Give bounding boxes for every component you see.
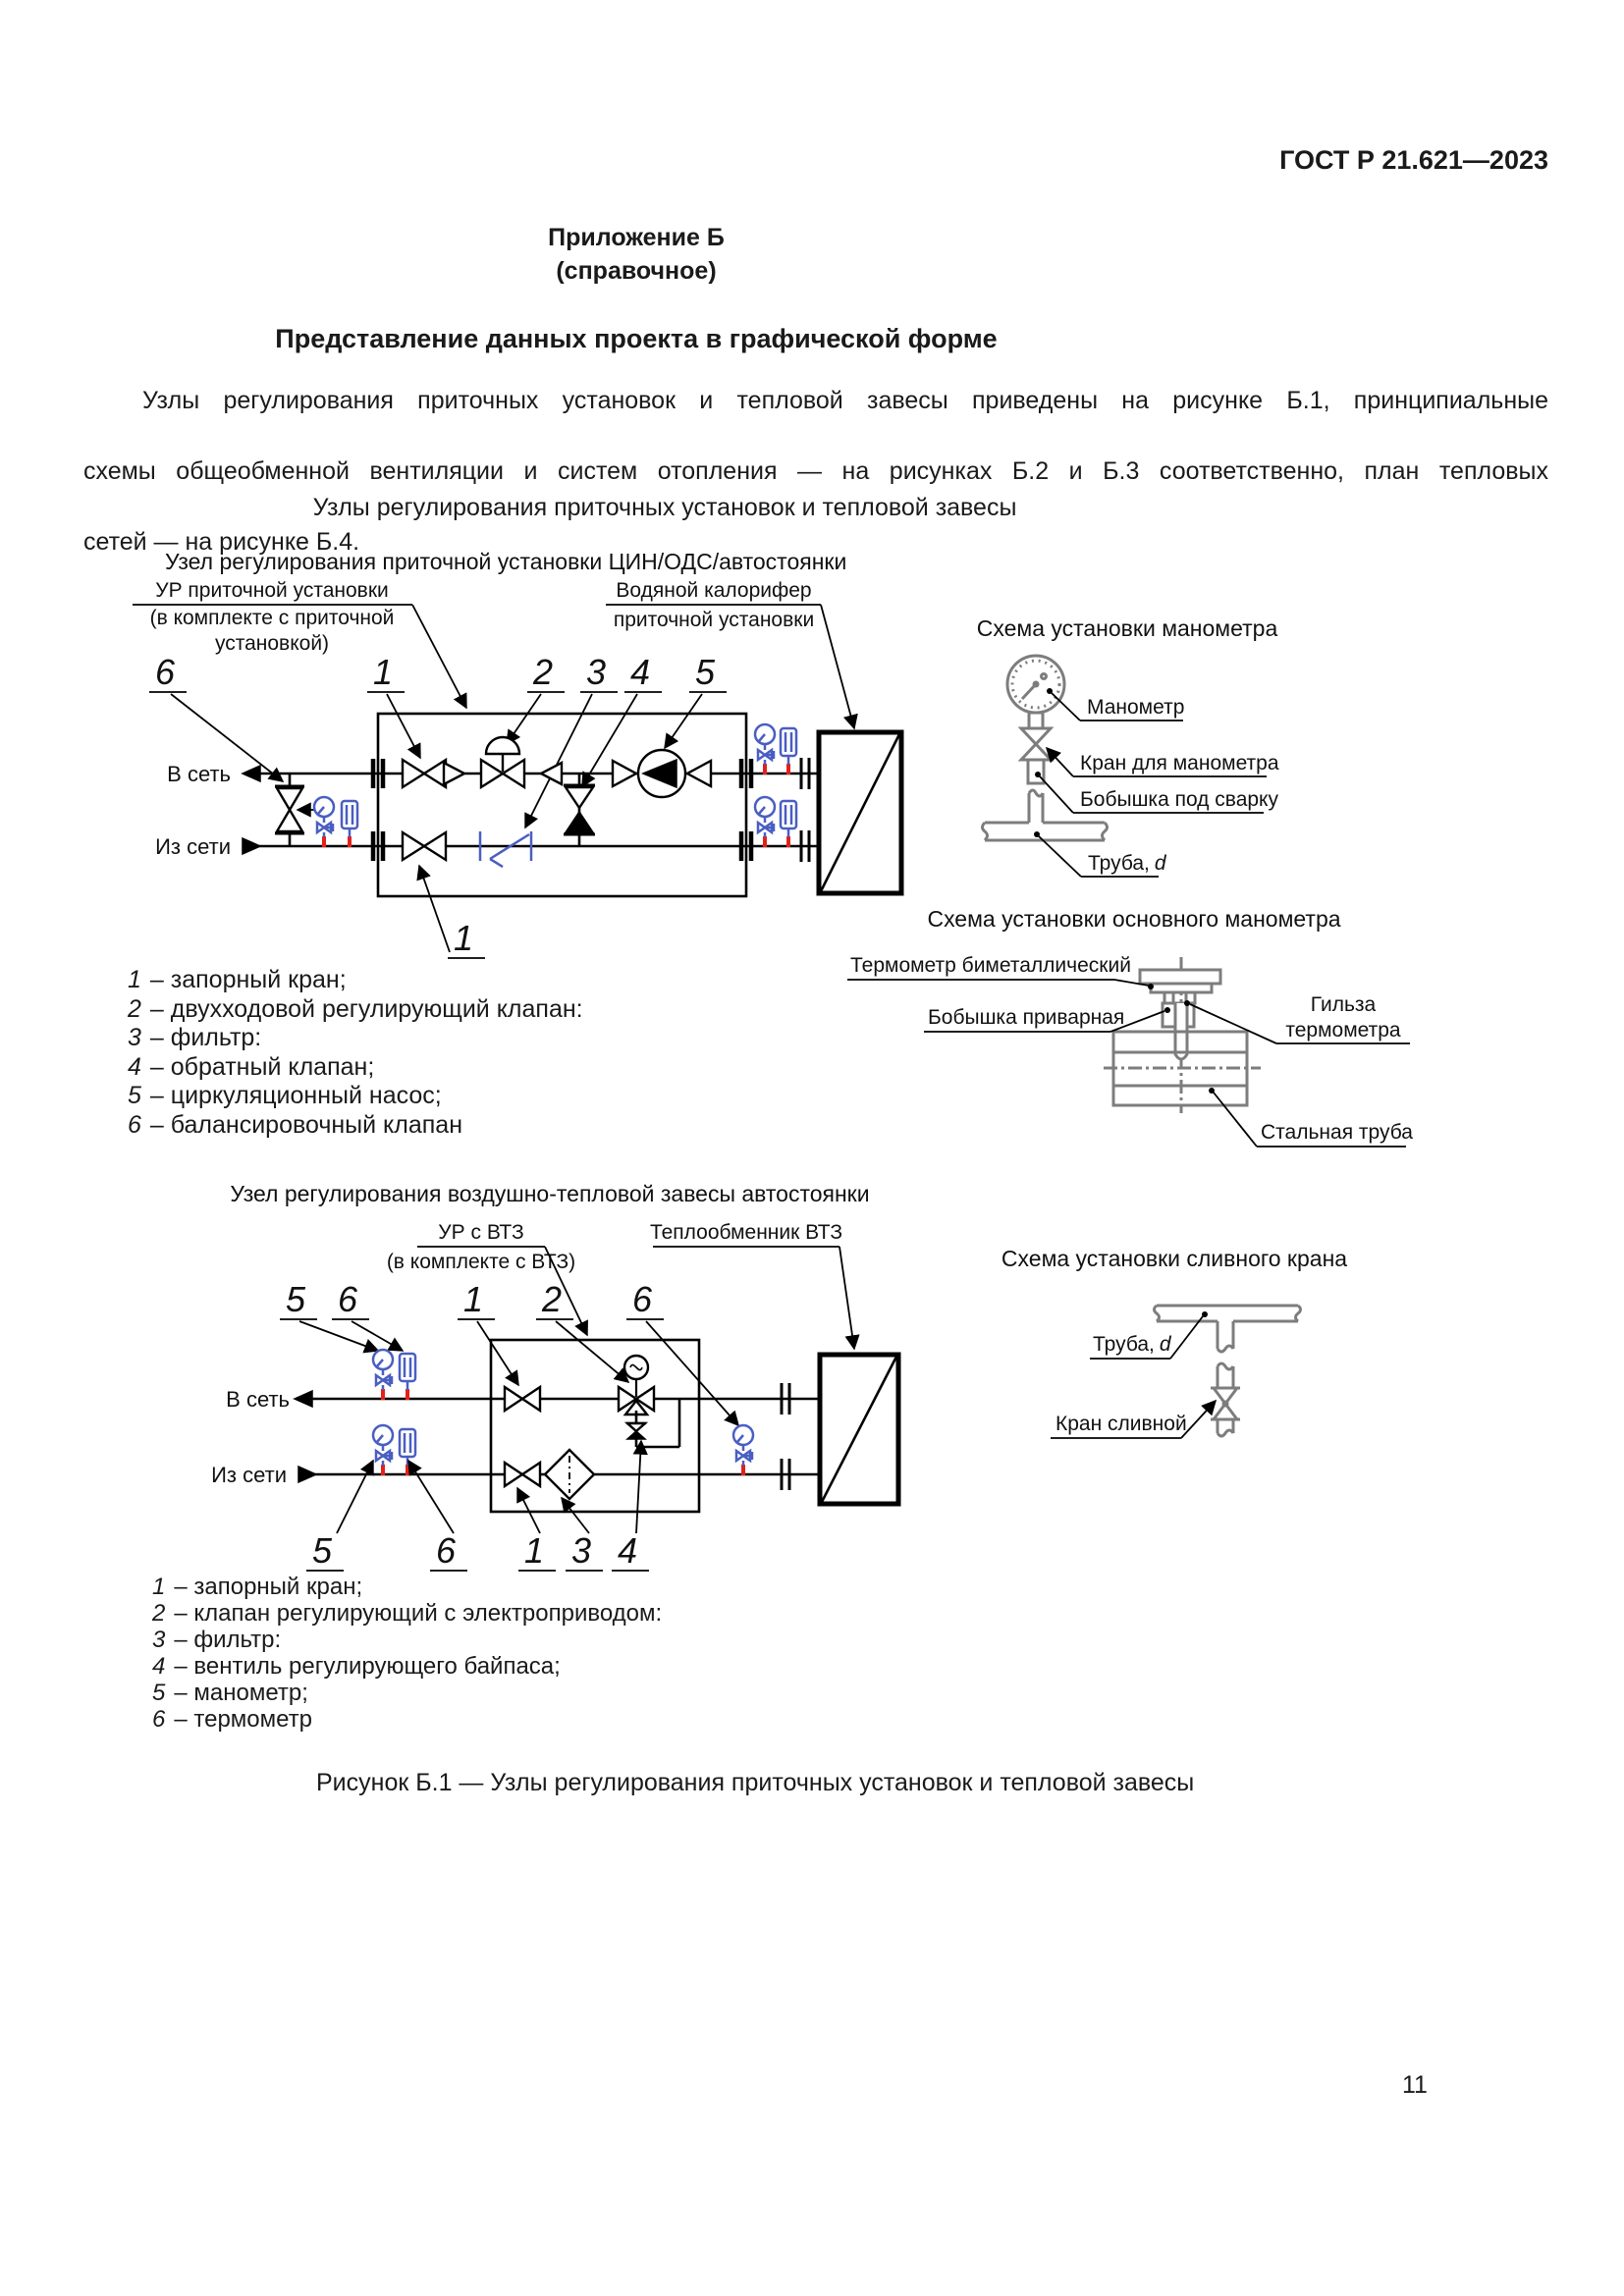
- flow-from-net-label: Из сети: [155, 834, 231, 859]
- label-drain-valve: Кран сливной: [1056, 1413, 1187, 1435]
- label-ur-unit: [133, 579, 466, 708]
- ur-box: [491, 1340, 699, 1512]
- flow-to-net-label: В сеть: [226, 1387, 290, 1412]
- flow-from-net-label: Из сети: [211, 1463, 287, 1487]
- label-sleeve: термометра: [1285, 1019, 1401, 1041]
- scheme-title: Схема установки сливного крана: [1001, 1246, 1348, 1271]
- legend-item: 2 – двухходовой регулирующий клапан:: [128, 994, 583, 1023]
- heat-exchanger: [820, 1355, 898, 1504]
- callout-5: 5: [695, 652, 716, 692]
- manometer-scheme: [977, 615, 1279, 877]
- callout-1: 1: [524, 1530, 545, 1571]
- regulating-valve-icon: [481, 737, 524, 787]
- callout-5: 5: [312, 1530, 333, 1571]
- label-manometer: Манометр: [1087, 696, 1185, 719]
- callout-1: 1: [463, 1279, 484, 1319]
- callout-6: 6: [155, 652, 176, 692]
- label-boss: Бобышка под сварку: [1080, 788, 1278, 811]
- appendix-label: Приложение Б: [548, 224, 725, 251]
- legend-item: 5 – циркуляционный насос;: [128, 1082, 442, 1110]
- label-pipe: Труба, d: [1088, 852, 1166, 875]
- legend-item: 6 – термометр: [152, 1706, 313, 1733]
- callout-1: 1: [373, 652, 394, 692]
- flow-to-net-label: В сеть: [167, 762, 231, 786]
- callout-1: 1: [454, 918, 474, 958]
- main-title: Представление данных проекта в графической форме: [275, 324, 998, 353]
- drain-labels: [1051, 1311, 1216, 1438]
- label-boss: Бобышка приварная: [928, 1006, 1125, 1029]
- gate-valve-icon: [505, 1387, 540, 1411]
- legend-item: 6 – балансировочный клапан: [128, 1110, 462, 1139]
- callout-5: 5: [286, 1279, 306, 1319]
- callout-3: 3: [571, 1530, 592, 1571]
- legend-item: 1 – запорный кран;: [128, 966, 347, 993]
- intro-line: сетей — на рисунке Б.4.: [83, 528, 360, 556]
- label-sleeve: Гильза: [1310, 993, 1377, 1016]
- callout-3: 3: [586, 652, 607, 692]
- callout-2: 2: [533, 652, 554, 692]
- label-steel-pipe: Стальная труба: [1261, 1121, 1413, 1144]
- label-text: (в комплекте с приточной: [149, 607, 395, 629]
- diagram2-title: Узел регулирования воздушно-тепловой завесы автостоянки: [230, 1181, 870, 1206]
- label-text: УР с ВТЗ: [438, 1221, 524, 1244]
- ur-box: [378, 714, 746, 896]
- flow-arrow-icon: [243, 766, 260, 781]
- intro-line: схемы общеобменной вентиляции и систем отопления — на рисунках Б.2 и Б.3 соответственно, план тепловых: [83, 457, 1548, 485]
- diagram2: [211, 1181, 898, 1571]
- flow-arrow-icon: [243, 838, 260, 854]
- legend-item: 5 – манометр;: [152, 1680, 308, 1706]
- diagram2-legend: [152, 1574, 662, 1733]
- diagram1: [133, 549, 901, 958]
- callout-4: 4: [618, 1530, 638, 1571]
- label-text: приточной установки: [613, 609, 815, 631]
- callout-2: 2: [542, 1279, 563, 1319]
- reducer-icon: [444, 763, 464, 784]
- label-valve: Кран для манометра: [1080, 752, 1279, 774]
- reducer-icon: [541, 763, 562, 784]
- label-text: УР приточной установки: [155, 579, 389, 602]
- callouts-top: [149, 652, 727, 828]
- diagram1-legend: [128, 966, 583, 1141]
- thermometer-scheme: [847, 906, 1413, 1147]
- legend-item: 3 – фильтр:: [128, 1024, 262, 1052]
- label-text: Водяной калорифер: [616, 579, 812, 602]
- page-number: 11: [1402, 2071, 1428, 2099]
- manometer-labels: [1034, 688, 1279, 877]
- figure-caption: Рисунок Б.1 — Узлы регулирования приточных установок и тепловой завесы: [316, 1769, 1195, 1796]
- section-heading: Узлы регулирования приточных установок и тепловой завесы: [312, 494, 1017, 521]
- gate-valve-icon: [505, 1463, 540, 1486]
- thermometer-drawing: [1104, 957, 1261, 1113]
- label-text: установкой): [214, 632, 330, 655]
- callout-6: 6: [436, 1530, 457, 1571]
- gate-valve-icon: [403, 760, 446, 787]
- flow-arrow-icon: [295, 1391, 312, 1407]
- legend-item: 3 – фильтр:: [152, 1627, 282, 1653]
- label-text: Теплообменник ВТЗ: [649, 1221, 843, 1244]
- reducer-icon: [613, 761, 636, 786]
- legend-item: 2 – клапан регулирующий с электроприводом:: [152, 1600, 663, 1627]
- label-hx-vtz: [650, 1221, 854, 1349]
- label-pipe: Труба, d: [1093, 1333, 1171, 1356]
- legend-item: 1 – запорный кран;: [152, 1574, 363, 1600]
- label-text: (в комплекте с ВТЗ): [386, 1251, 576, 1273]
- callout-6: 6: [632, 1279, 653, 1319]
- scheme-title: Схема установки основного манометра: [927, 906, 1341, 932]
- appendix-kind: (справочное): [556, 257, 717, 285]
- legend-item: 4 – обратный клапан;: [128, 1052, 375, 1081]
- doc-code: ГОСТ Р 21.621—2023: [1279, 145, 1548, 175]
- heat-exchanger: [819, 732, 901, 893]
- thermometer-labels: [847, 954, 1413, 1147]
- diagram1-title: Узел регулирования приточной установки ЦИН/ОДС/автостоянки: [165, 549, 847, 574]
- callout-6: 6: [338, 1279, 358, 1319]
- scheme-title: Схема установки манометра: [976, 615, 1278, 641]
- callouts-bottom: [306, 1441, 649, 1571]
- legend-item: 4 – вентиль регулирующего байпаса;: [152, 1653, 561, 1680]
- callout-4: 4: [630, 652, 651, 692]
- gate-valve-icon: [403, 832, 446, 860]
- intro-line: Узлы регулирования приточных установок и тепловой завесы приведены на рисунке Б.1, принципиальные: [142, 387, 1548, 414]
- label-thermometer: Термометр биметаллический: [850, 954, 1131, 977]
- reducer-icon: [687, 761, 711, 786]
- drain-scheme: [1001, 1246, 1347, 1438]
